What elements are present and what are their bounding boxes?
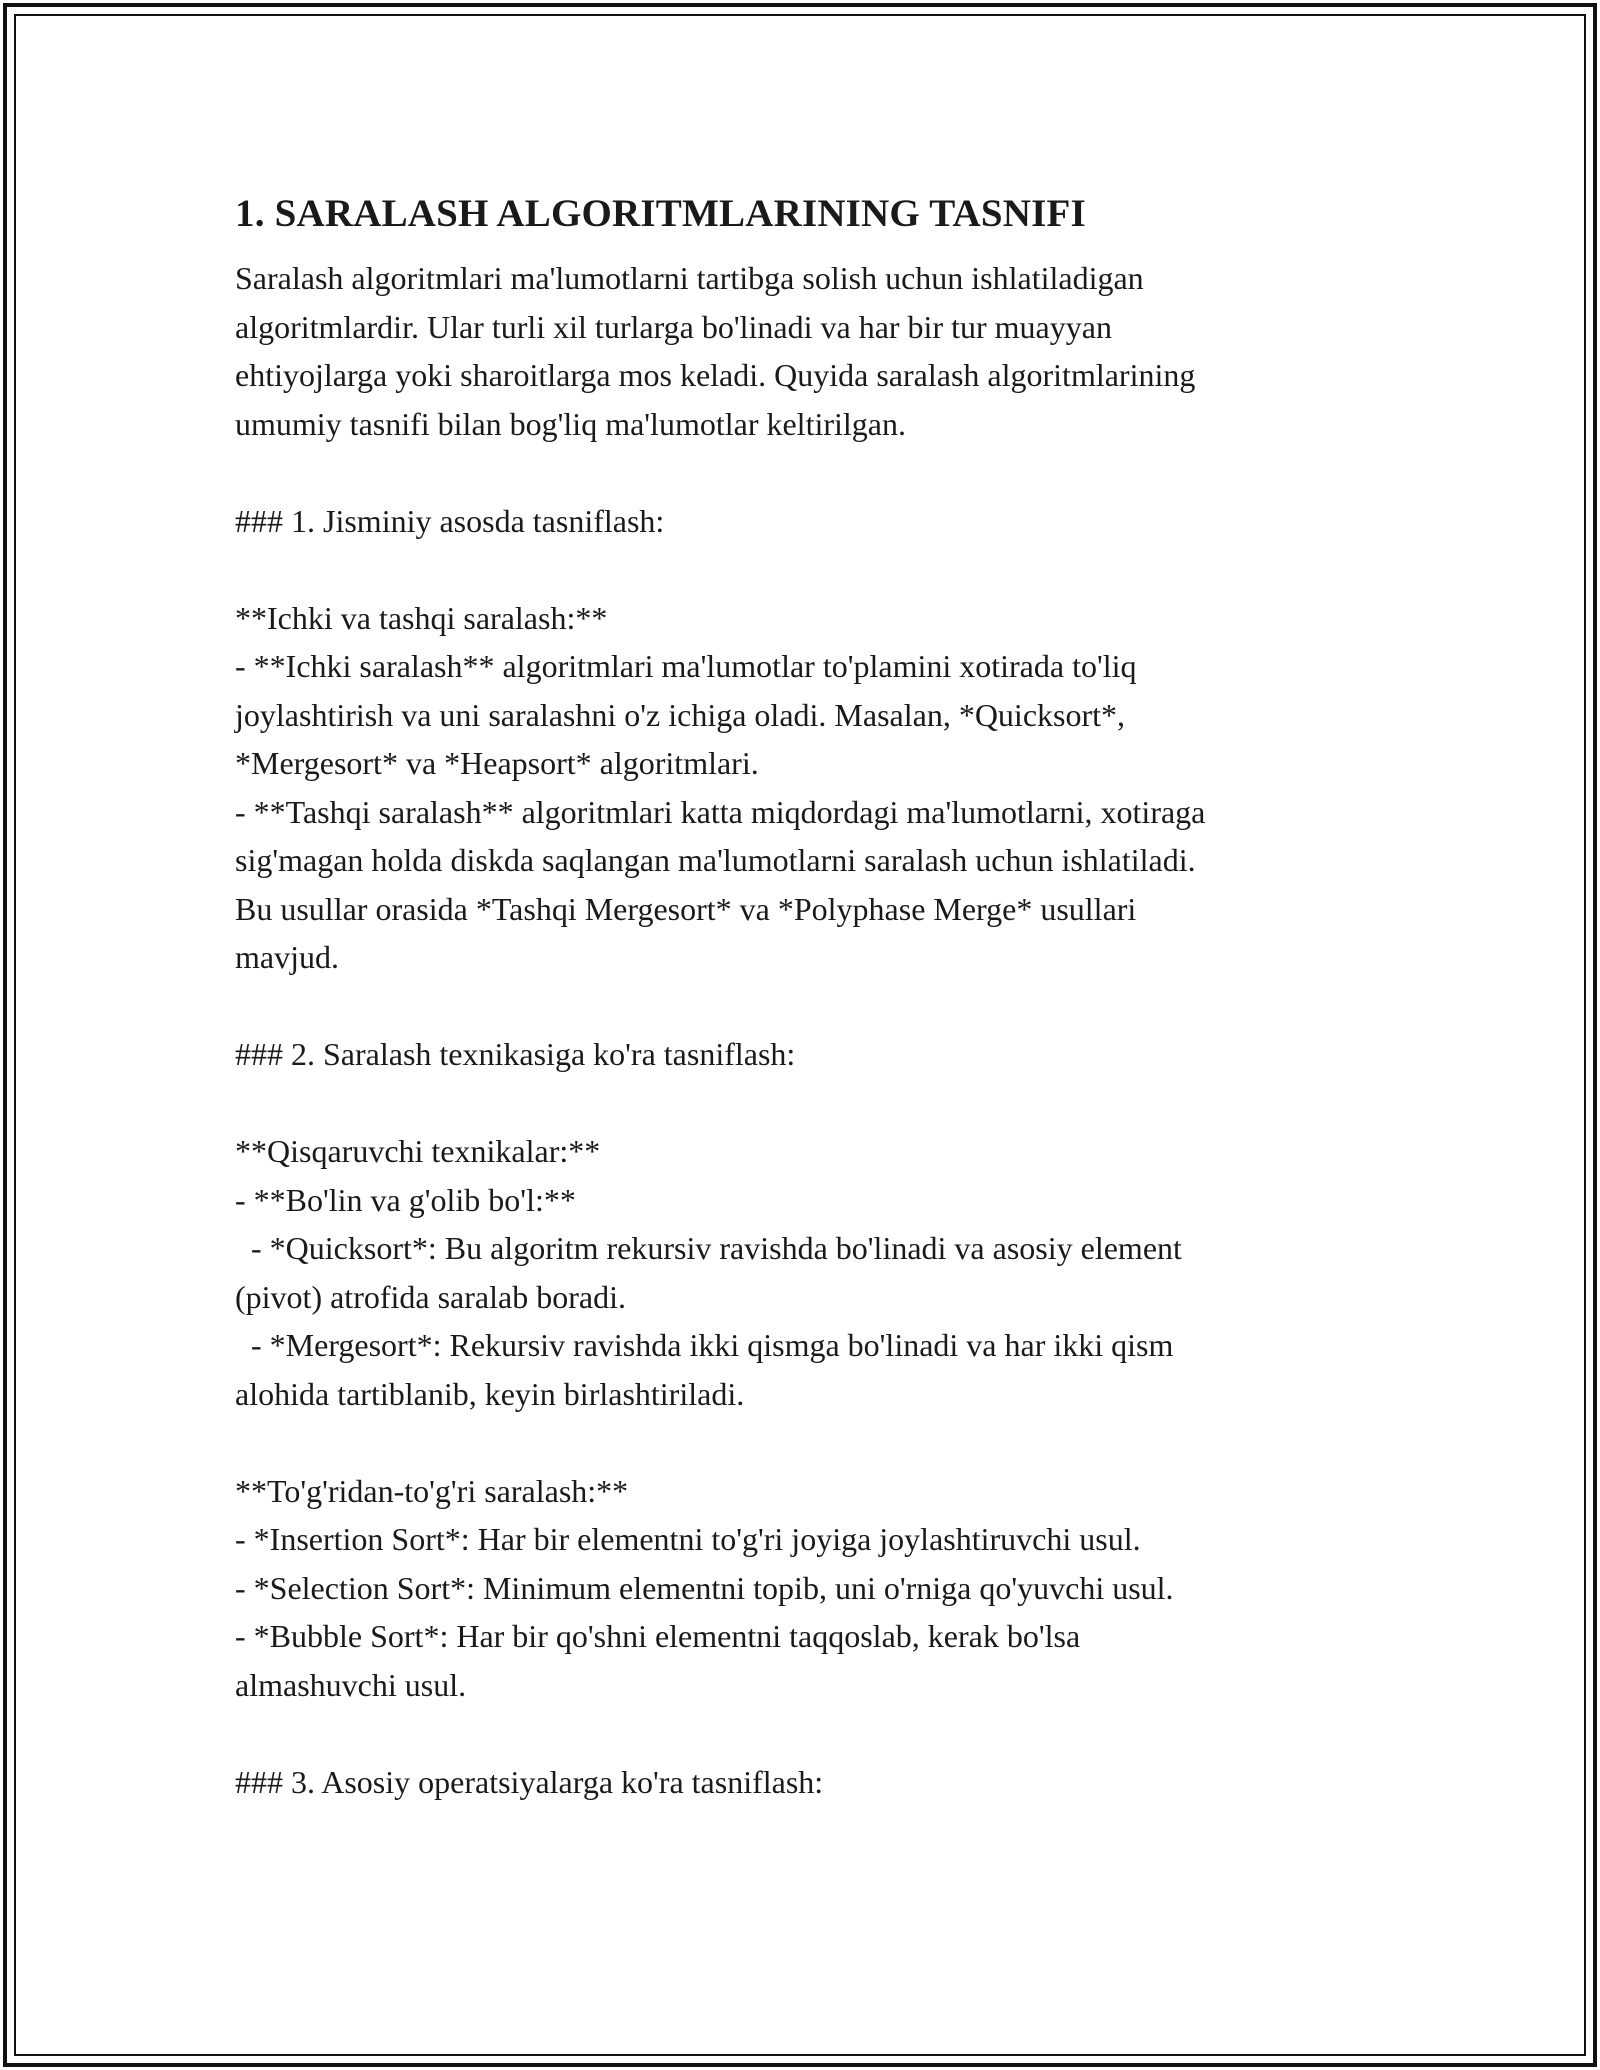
section-heading: ### 2. Saralash texnikasiga ko'ra tasniflash:: [235, 1036, 796, 1072]
blank-line: [235, 545, 1385, 594]
text-line: (pivot) atrofida saralab boradi.: [235, 1278, 626, 1315]
section-heading: ### 1. Jisminiy asosda tasniflash:: [235, 502, 665, 539]
blank-line: [235, 982, 1385, 1031]
list-item: - **Tashqi saralash** algoritmlari katta miqdordagi ma'lumotlarni, xotiraga: [235, 793, 1206, 830]
document-content: [235, 186, 1385, 1806]
list-item: - *Selection Sort*: Minimum elementni topib, uni o'rniga qo'yuvchi usul.: [235, 1569, 1174, 1606]
list-item: - **Ichki saralash** algoritmlari ma'lumotlar to'plamini xotirada to'liq: [235, 648, 1137, 684]
blank-line: [235, 1709, 1385, 1758]
blank-line: [235, 1418, 1385, 1467]
subsection-heading: **To'g'ridan-to'g'ri saralash:**: [235, 1472, 629, 1509]
text-line: alohida tartiblanib, keyin birlashtiriladi.: [235, 1375, 745, 1412]
text-line: umumiy tasnifi bilan bog'liq ma'lumotlar keltirilgan.: [235, 405, 906, 442]
subsection-heading: **Qisqaruvchi texnikalar:**: [235, 1133, 601, 1169]
list-item: - *Bubble Sort*: Har bir qo'shni elementni taqqoslab, kerak bo'lsa: [235, 1618, 1081, 1654]
list-item: - *Insertion Sort*: Har bir elementni to'g'ri joyiga joylashtiruvchi usul.: [235, 1521, 1141, 1557]
text-line: *Mergesort* va *Heapsort* algoritmlari.: [235, 745, 759, 781]
blank-line: [235, 1079, 1385, 1128]
document-title: 1. SARALASH ALGORITMLARINING TASNIFI: [235, 192, 1086, 235]
text-line: almashuvchi usul.: [235, 1666, 467, 1703]
blank-line: [235, 448, 1385, 497]
section-heading: ### 3. Asosiy operatsiyalarga ko'ra tasniflash:: [235, 1763, 824, 1800]
list-item: - *Mergesort*: Rekursiv ravishda ikki qismga bo'linadi va har ikki qism: [235, 1327, 1174, 1363]
document-body: [235, 254, 1385, 1806]
text-line: algoritmlardir. Ular turli xil turlarga bo'linadi va har bir tur muayyan: [235, 308, 1112, 345]
text-line: sig'magan holda diskda saqlangan ma'lumotlarni saralash uchun ishlatiladi.: [235, 842, 1196, 878]
text-line: joylashtirish va uni saralashni o'z ichiga oladi. Masalan, *Quicksort*,: [235, 696, 1126, 733]
text-line: Saralash algoritmlari ma'lumotlarni tartibga solish uchun ishlatiladigan: [235, 260, 1144, 296]
list-item: - *Quicksort*: Bu algoritm rekursiv ravishda bo'linadi va asosiy element: [235, 1230, 1182, 1266]
list-item: - **Bo'lin va g'olib bo'l:**: [235, 1181, 576, 1218]
text-line: Bu usullar orasida *Tashqi Mergesort* va *Polyphase Merge* usullari: [235, 890, 1137, 927]
text-line: mavjud.: [235, 939, 339, 975]
subsection-heading: **Ichki va tashqi saralash:**: [235, 599, 608, 636]
text-line: ehtiyojlarga yoki sharoitlarga mos keladi. Quyida saralash algoritmlarining: [235, 357, 1196, 393]
